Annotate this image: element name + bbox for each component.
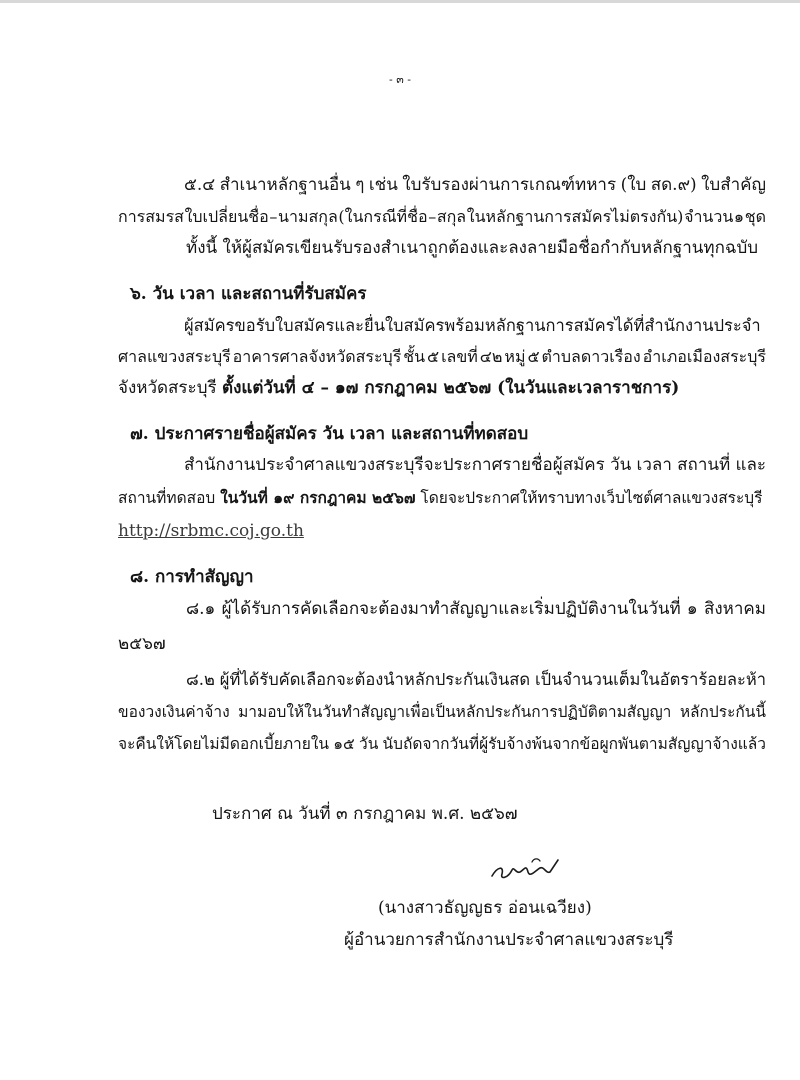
s6-line-1 [184,314,766,338]
word: เช่น [368,175,398,195]
word: ๘.๑ [186,599,216,619]
word: ตำบลดาวเรือง [541,347,641,366]
word: สด.๙) [650,175,697,195]
s8-2-line-1 [186,668,766,692]
word: ศาลแขวงสระบุรี [118,347,231,366]
s7-line-2-text: สถานที่ทดสอบ [118,489,221,507]
word: – [269,207,278,226]
word: ๑ [686,599,698,619]
word: ๕ [427,347,440,366]
s6-heading: ๖. วัน เวลา และสถานที่รับสมัคร [130,284,367,304]
s6-line-2 [118,345,766,369]
word: ใบสำคัญ [701,175,766,195]
s8-heading: ๘. การทำสัญญา [130,567,254,587]
s54-line-3: ทั้งนี้ ให้ผู้สมัครเขียนรับรองสำเนาถูกต้องและลงลายมือชื่อกำกับหลักฐานทุกฉบับ [186,238,759,258]
word: อำเภอเมืองสระบุรี [642,347,766,366]
signature-image [488,852,578,886]
s8-1-line-1 [186,597,766,621]
word: ๕ [527,347,540,366]
word: สิงหาคม [703,599,766,619]
word: ผู้ได้รับการคัดเลือกจะต้องมาทำสัญญาและเริ่มปฏิบัติงานในวันที่ [221,599,681,619]
word: หมู่ [504,347,526,366]
s54-line-1 [184,173,766,197]
word: ผู้สมัครขอรับใบสมัครและยื่นใบสมัครพร้อมหลักฐานการสมัครได้ที่สำนักงานประจำ [184,316,761,335]
word: และ [735,455,766,475]
word: (ใบ [620,175,647,195]
word: ของวงเงินค่าจ้าง [118,703,230,721]
word: ใบรับรองผ่านการเกณฑ์ทหาร [402,175,617,195]
word: ๔๒ [479,347,503,366]
word: นามสกุล [278,207,338,226]
word: ใบเปลี่ยนชื่อ [184,207,269,226]
word: (ในกรณีที่ชื่อ [338,207,428,226]
word: ๕.๔ [184,175,216,195]
word: ในหลักฐานการสมัครไม่ตรงกัน) [466,207,684,226]
word: – [428,207,437,226]
word: ผู้ที่ได้รับคัดเลือกจะต้องนำหลักประกันเงินสด [219,670,531,689]
word: เป็นจำนวนเต็มในอัตราร้อยละห้า [534,670,766,689]
page-number: - ๓ - [389,73,411,86]
word: จำนวน [684,207,734,226]
word: อาคารศาลจังหวัดสระบุรี [232,347,402,366]
word: ๑๕ [333,735,355,753]
word: หลักประกันนี้ [679,703,766,721]
s8-1-line-2: ๒๕๖๗ [118,634,166,654]
word: เลขที่ [441,347,478,366]
word: การสมรส [118,207,184,226]
word: นับถัดจากวันที่ผู้รับจ้างพ้นจากข้อผูกพันตามสัญญาจ้างแล้ว [382,735,766,753]
word: วัน [610,455,632,475]
word: เวลา [636,455,672,475]
website-link[interactable]: http://srbmc.coj.go.th [118,521,304,541]
word: สถานที่ [677,455,731,475]
s8-2-line-2 [118,700,766,724]
word: จะคืนให้โดยไม่มีดอกเบี้ยภายใน [118,735,330,753]
word: ๘.๒ [186,670,215,689]
s7-line-1 [184,453,766,477]
word: สกุล [436,207,467,226]
word: สำนักงานประจำศาลแขวงสระบุรีจะประกาศรายชื่อผู้สมัคร [184,455,605,475]
scan-top-edge [0,0,800,3]
word: ๑ [733,207,745,226]
s7-heading: ๗. ประกาศรายชื่อผู้สมัคร วัน เวลา และสถานที่ทดสอบ [130,424,529,444]
word: วัน [359,735,379,753]
s54-line-2 [118,205,766,229]
s6-line-3-text: จังหวัดสระบุรี [118,378,223,398]
word: ๆ [355,175,365,195]
s7-line-2-date: ในวันที่ ๑๙ กรกฎาคม ๒๕๖๗ [220,488,416,507]
signer-name: (นางสาวธัญญธร อ่อนเฉวียง) [378,898,592,918]
word: ชั้น [403,347,426,366]
announcement-date: ประกาศ ณ วันที่ ๓ กรกฎาคม พ.ศ. ๒๕๖๗ [212,804,518,824]
s6-line-3 [118,376,679,400]
s7-line-2-tail: โดยจะประกาศให้ทราบทางเว็บไซต์ศาลแขวงสระบุรี [415,489,763,507]
word: ชุด [744,207,766,226]
word: มามอบให้ในวันทำสัญญาเพื่อเป็นหลักประกันการปฏิบัติตามสัญญา [238,703,672,721]
s8-2-line-3 [118,732,766,756]
s6-line-3-date: ตั้งแต่วันที่ ๔ – ๑๗ กรกฎาคม ๒๕๖๗ (ในวันและเวลาราชการ) [222,378,680,398]
word: สำเนาหลักฐานอื่น [219,175,351,195]
signer-title: ผู้อำนวยการสำนักงานประจำศาลแขวงสระบุรี [344,930,674,950]
s7-line-2 [118,486,762,510]
